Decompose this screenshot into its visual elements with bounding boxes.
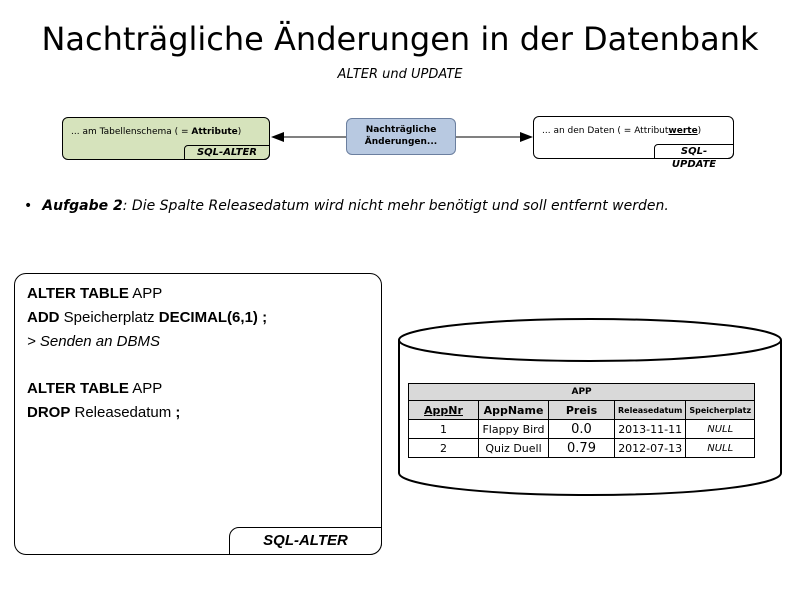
table-caption: APP [409,384,755,401]
table-cell: Quiz Duell [479,439,549,458]
column-header: AppNr [409,401,479,420]
sql-line-4: ALTER TABLE APP [27,380,163,397]
changes-box [346,118,456,155]
app-table [408,383,755,458]
sql-alter-tag: SQL-ALTER [184,145,270,160]
column-header: Speicherplatz [686,401,755,420]
column-header: AppName [479,401,549,420]
arrow-right-icon [520,132,533,142]
sql-line-1: ALTER TABLE APP [27,285,163,302]
task-label: Aufgabe 2 [42,198,123,214]
data-change-text: ... an den Daten ( = Attributwerte) [542,126,702,136]
column-header: Releasedatum [615,401,686,420]
changes-line2: Änderungen... [364,137,438,147]
sql-alter-panel-tag: SQL-ALTER [229,527,382,555]
bullet-icon: • [24,198,33,214]
table-cell: NULL [686,420,755,439]
table-row [409,420,755,439]
page-title: Nachträgliche Änderungen in der Datenbank [41,20,759,58]
table-cell: 0.79 [549,439,615,458]
table-cell: 1 [409,420,479,439]
table-cell: Flappy Bird [479,420,549,439]
data-change-box [533,116,734,170]
task-description: : Die Spalte Releasedatum wird nicht mehr benötigt und soll entfernt werden. [122,198,669,214]
page-subtitle: ALTER und UPDATE [337,67,463,82]
schema-change-box [62,117,270,160]
schema-change-text: ... am Tabellenschema ( = Attribute) [71,127,242,137]
arrow-left-icon [271,132,284,142]
table-cell: 0.0 [549,420,615,439]
sql-line-5: DROP Releasedatum ; [27,404,181,421]
sql-panel [14,273,382,555]
table-cell: 2 [409,439,479,458]
table-row [409,439,755,458]
table-cell: 2013-11-11 [615,420,686,439]
sql-update-tag: SQL-UPDATE [654,144,734,159]
task-text [24,198,669,214]
sql-line-2: ADD Speicherplatz DECIMAL(6,1) ; [27,309,268,326]
changes-line1: Nachträgliche [365,125,437,135]
table-cell: 2012-07-13 [615,439,686,458]
column-header: Preis [549,401,615,420]
table-header-row [409,401,755,420]
table-cell: NULL [686,439,755,458]
sql-note: > Senden an DBMS [27,333,161,350]
